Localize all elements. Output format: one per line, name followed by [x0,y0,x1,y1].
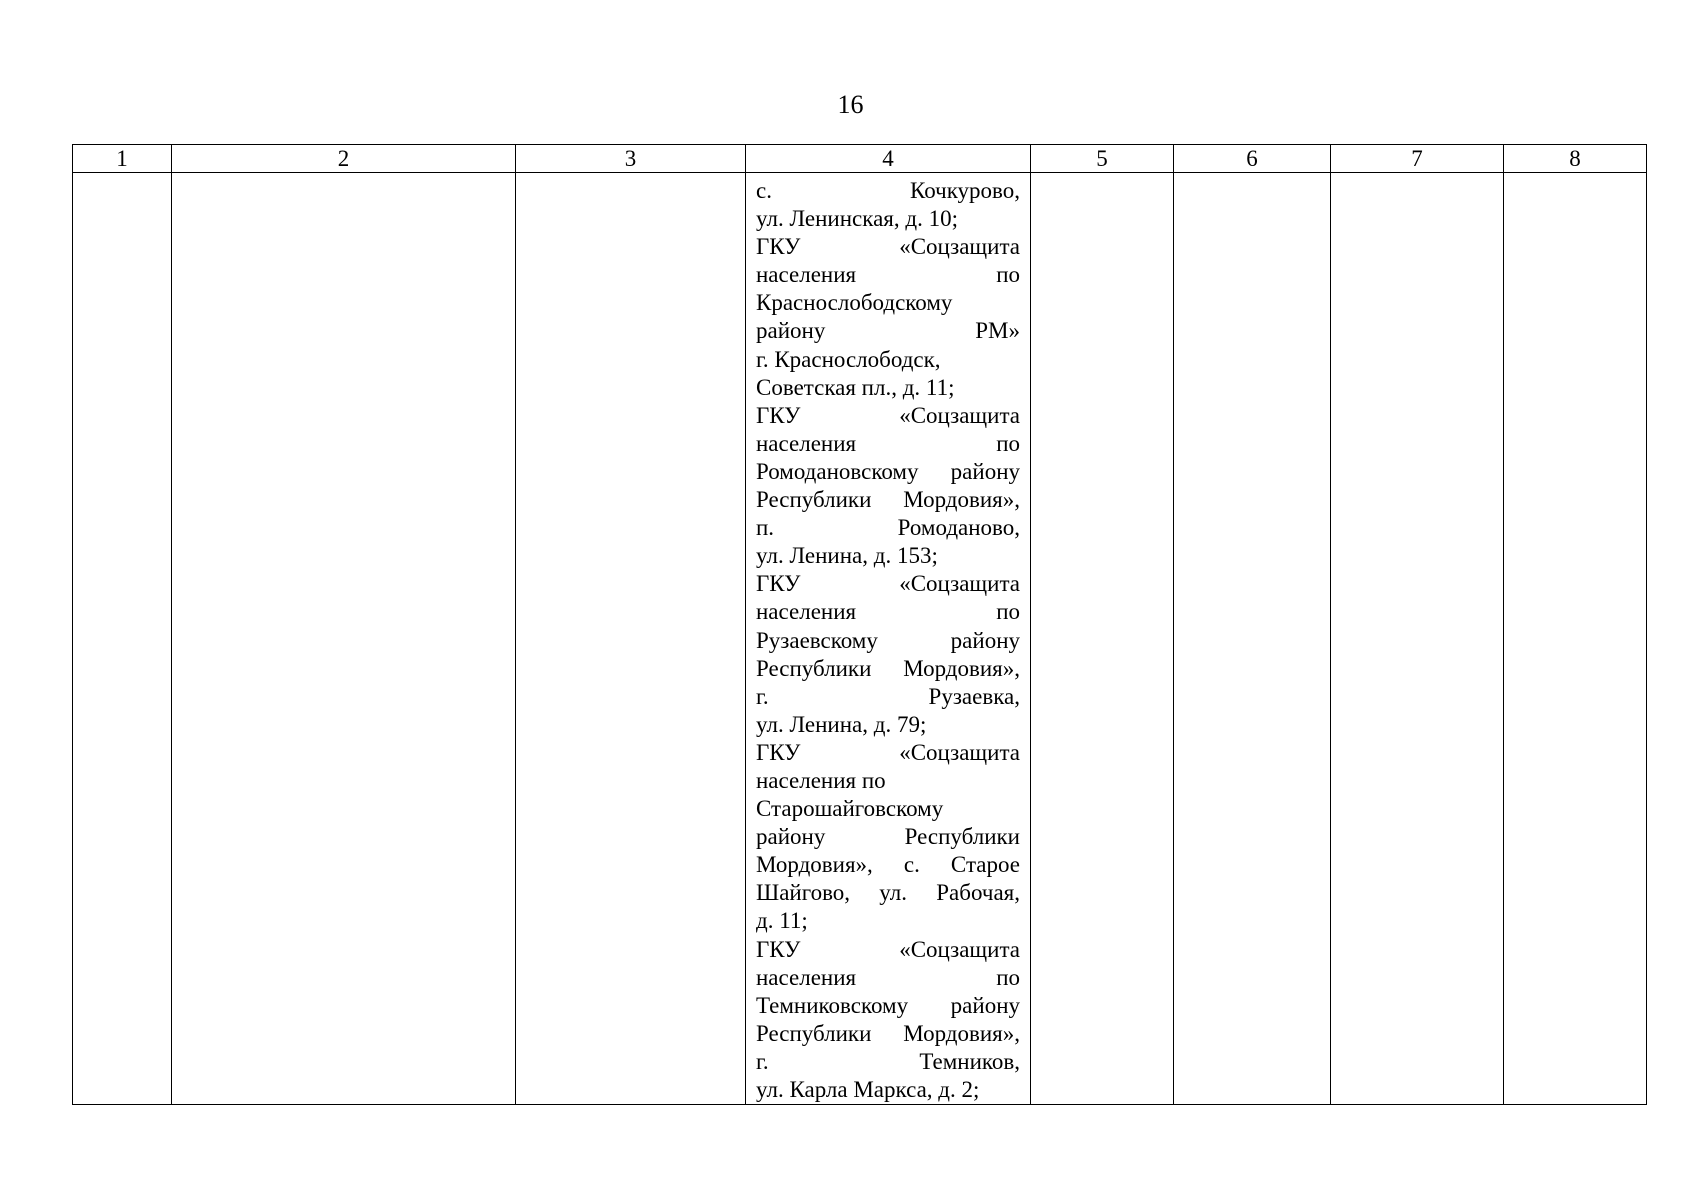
column-header-1: 1 [73,145,172,173]
text-line: ГКУ «Соцзащита [756,402,1020,428]
cell-col-8 [1504,173,1647,1105]
text-line: ул. Карла Маркса, д. 2; [756,1077,980,1102]
text-line: п. Ромоданово, [756,515,1020,541]
column-header-8: 8 [1504,145,1647,173]
text-line: населения по [756,262,1020,288]
cell-col-7 [1331,173,1504,1105]
text-line: Старошайговскому [756,796,944,822]
text-line: д. 11; [756,908,808,934]
column-header-5: 5 [1031,145,1174,173]
text-line: ГКУ «Соцзащита [756,739,1020,765]
column-header-7: 7 [1331,145,1504,173]
text-line: населения по [756,964,1020,990]
text-line: г. Рузаевка, [756,683,1020,709]
text-line: Шайгово, ул. Рабочая, [756,880,1020,906]
text-line: ул. Ленинская, д. 10; [756,206,958,232]
document-table [72,144,1647,1105]
column-header-6: 6 [1174,145,1331,173]
cell-col-4-text [746,173,1030,1104]
text-line: району Республики [756,824,1020,850]
text-line: населения по [756,430,1020,456]
text-line: Республики Мордовия», [756,487,1020,513]
text-line: Мордовия», с. Старое [756,852,1020,878]
page-number: 16 [837,90,864,119]
column-header-4: 4 [746,145,1031,173]
cell-col-5 [1031,173,1174,1105]
cell-col-3 [516,173,746,1105]
text-line: Ромодановскому району [756,458,1020,484]
text-line: ул. Ленина, д. 79; [756,711,927,737]
text-line: г. Краснослободск, [756,346,941,372]
text-line: ул. Ленина, д. 153; [756,543,938,569]
table-row [73,173,1647,1105]
cell-col-1 [73,173,172,1105]
text-line: району РМ» [756,318,1020,344]
text-line: Рузаевскому району [756,627,1020,653]
text-line: Республики Мордовия», [756,1020,1020,1046]
cell-col-6 [1174,173,1331,1105]
column-header-3: 3 [516,145,746,173]
text-line: ГКУ «Соцзащита [756,234,1020,260]
text-line: населения по [756,767,886,793]
column-header-2: 2 [172,145,516,173]
cell-col-2 [172,173,516,1105]
text-line: ГКУ «Соцзащита [756,571,1020,597]
text-line: ГКУ «Соцзащита [756,936,1020,962]
text-line: Темниковскому району [756,992,1020,1018]
cell-col-4 [746,173,1031,1105]
text-line: Республики Мордовия», [756,655,1020,681]
text-line: г. Темников, [756,1048,1020,1074]
text-line: с. Кочкурово, [756,178,1020,203]
text-line: Краснослободскому [756,290,953,316]
text-line: населения по [756,599,1020,625]
text-line: Советская пл., д. 11; [756,374,955,400]
table-header-row [73,145,1647,173]
